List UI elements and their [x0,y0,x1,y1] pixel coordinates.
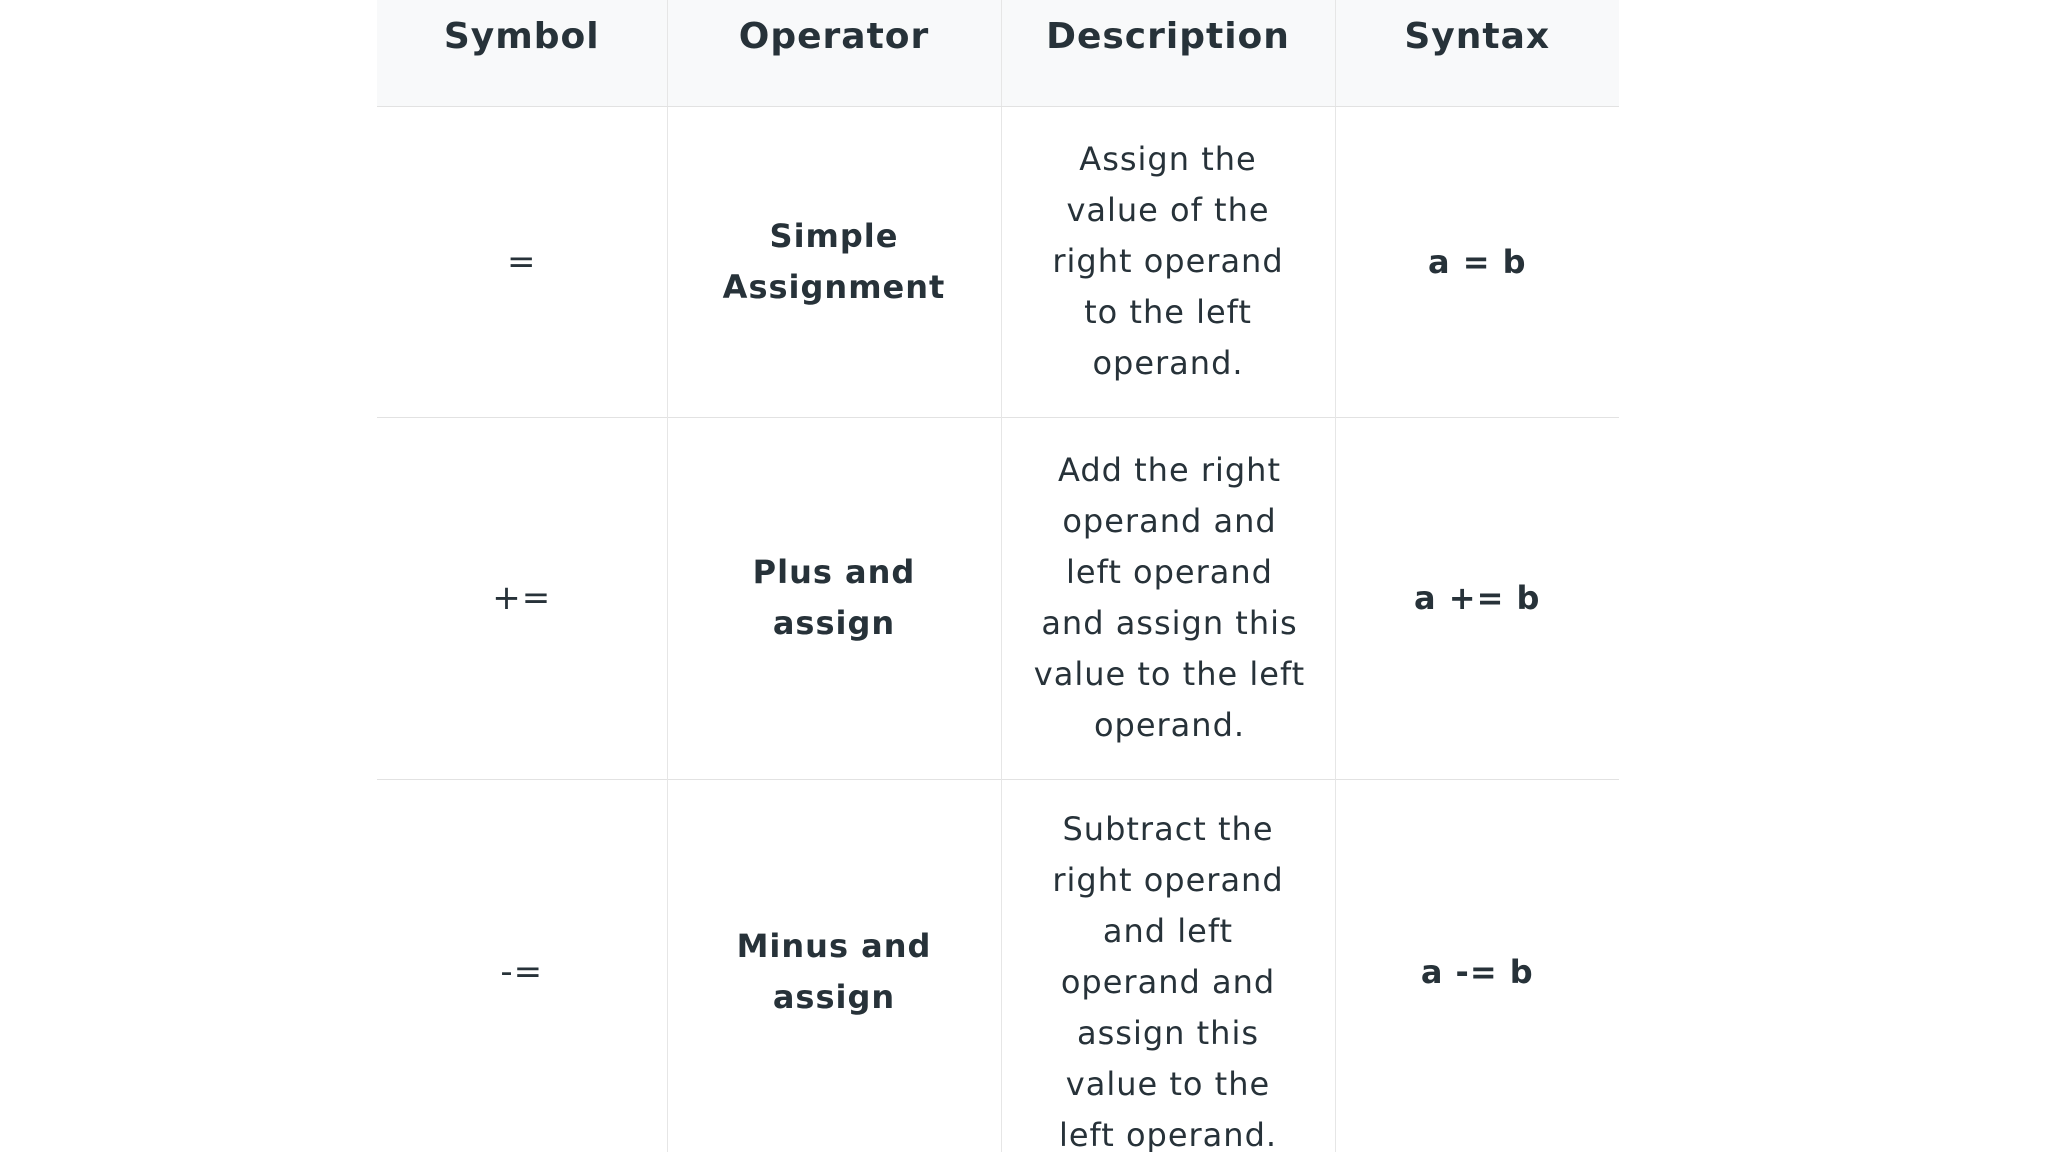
cell-syntax: a -= b [1335,779,1619,1152]
table-row [377,417,1619,779]
cell-syntax: a += b [1335,417,1619,779]
header-description: Description [1001,0,1335,106]
cell-syntax: a = b [1335,106,1619,417]
cell-description [1001,106,1335,417]
description-text: Assign the value of the right operand to the left operand. [1052,140,1284,382]
header-symbol: Symbol [377,0,667,106]
cell-operator [667,417,1001,779]
cell-operator [667,779,1001,1152]
header-operator: Operator [667,0,1001,106]
cell-description [1001,779,1335,1152]
operator-text: Plus and assign [752,553,916,642]
table-header [377,0,1619,106]
operators-table-container [377,0,1619,1152]
header-row [377,0,1619,106]
table-row [377,779,1619,1152]
table-body [377,106,1619,1152]
header-syntax: Syntax [1335,0,1619,106]
cell-symbol: = [377,106,667,417]
assignment-operators-table [377,0,1619,1152]
cell-symbol: += [377,417,667,779]
cell-operator [667,106,1001,417]
operator-text: Minus and assign [736,927,932,1016]
description-text: Add the right operand and left operand and assign this value to the left operand. [1033,451,1306,744]
cell-description [1001,417,1335,779]
operator-text: Simple Assignment [722,216,946,306]
description-text: Subtract the right operand and left operand and assign this value to the left operand. [1052,809,1284,1152]
cell-symbol: -= [377,779,667,1152]
table-row [377,106,1619,417]
